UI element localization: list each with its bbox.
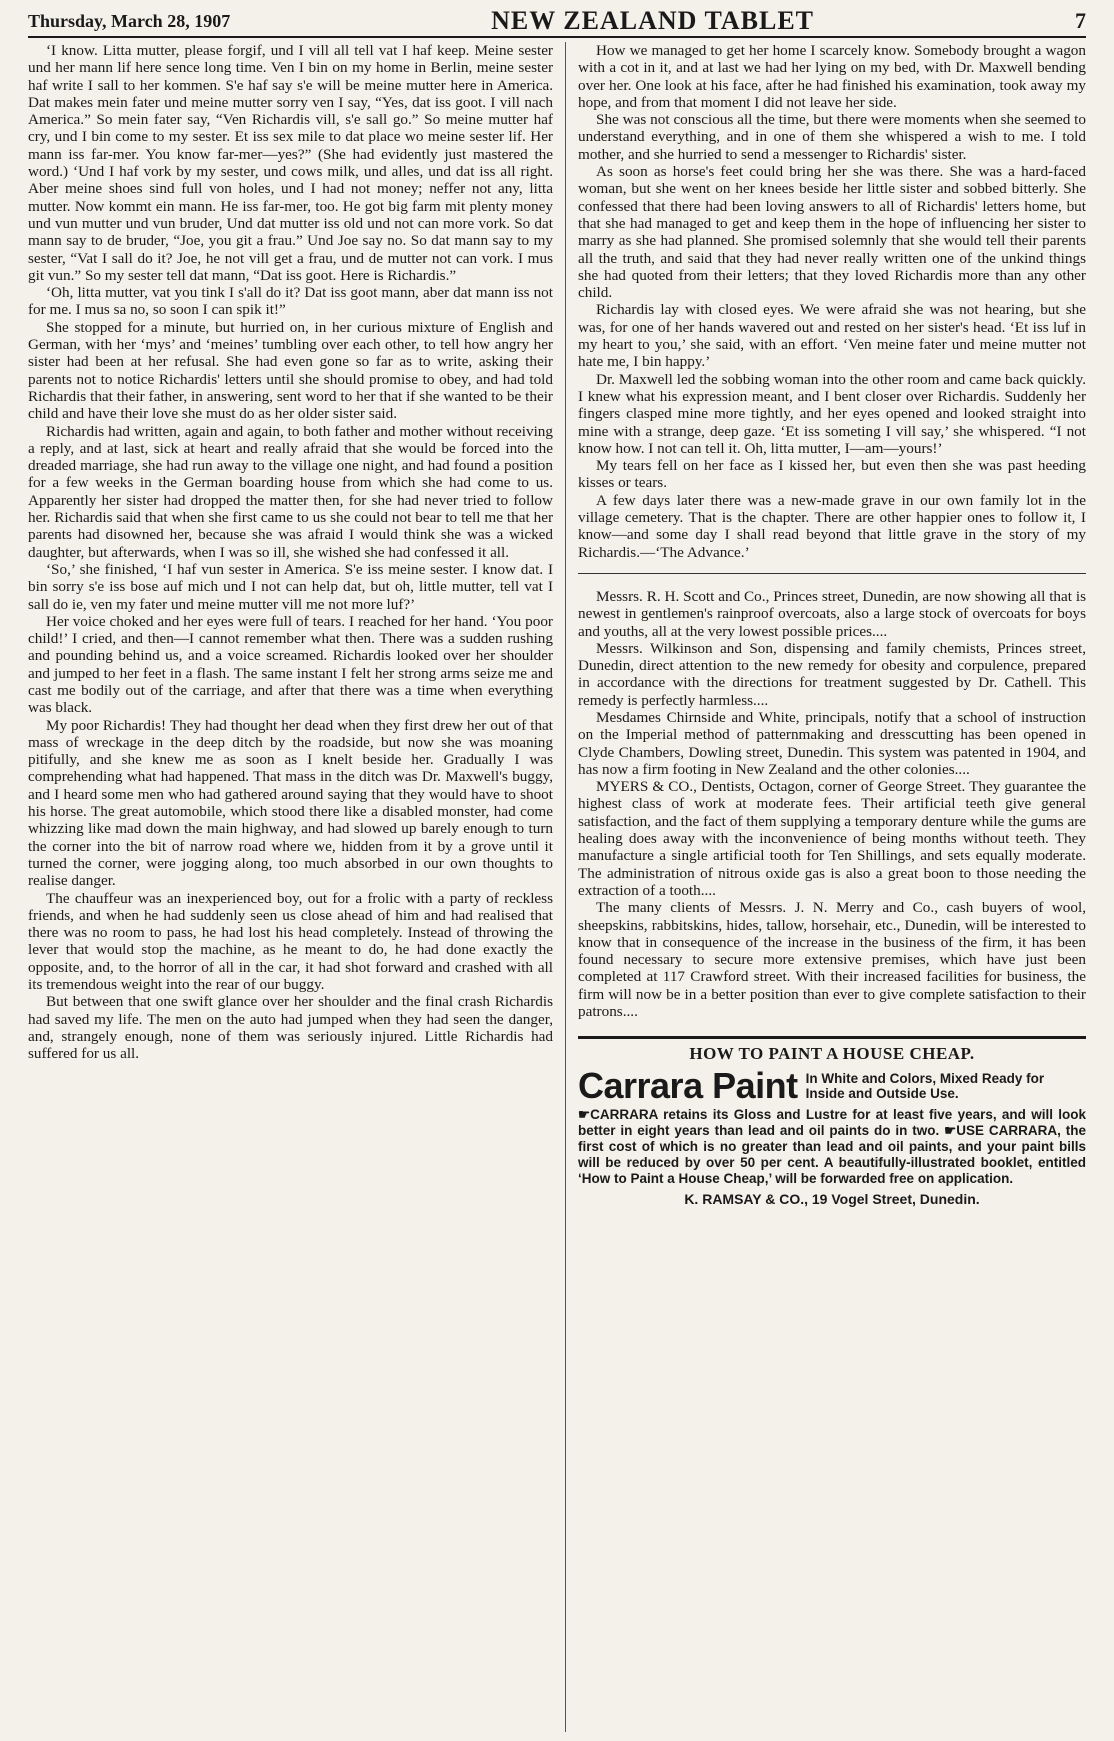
story-paragraph: Richardis had written, again and again, to both father and mother without receiving a reply, and at last, sick at heart and really afraid that she would be forced into the dreaded marriage, she had run away to the village one night, and had found a position for a few weeks in the German boarding house from which she had come to us. Apparently her sister had dropped the matter then, for she had never tried to follow her. Richardis said that when she first came to us she could not bear to tell me that her parents had disowned her, because she was afraid I would think she was a wicked daughter, but afterwards, when I was so ill, she wished she had confessed it all. [28,422,553,561]
story-paragraph: My poor Richardis! They had thought her dead when they first drew her out of that mass of wreckage in the deep ditch by the roadside, but now she was moaning pitifully, and she knew me as soon as I knelt beside her. Gradually I was comprehending what had happened. That mass in the ditch was Dr. Maxwell's buggy, and I heard some men who had gathered around saying that they would have to shoot his horse. The great automobile, which stood there like a disabled monster, had come whizzing like mad down the main highway, and had slowed up barely enough to turn the corner into the bit of narrow road where we, hidden from it by a grove until it turned the corner, were jogging along, too much absorbed in our own thoughts to realise danger. [28,716,553,890]
story-paragraph: The chauffeur was an inexperienced boy, out for a frolic with a party of reckless friends, and when he had suddenly seen us close ahead of him and had realised that there was no room to pass, he had lost his head completely. Instead of throwing the lever that would stop the machine, as he meant to do, he had done exactly the opposite, and, to the horror of all in the car, it had shot forward and crashed with all its tremendous weight into the rear of our buggy. [28,889,553,994]
column-divider [565,42,566,1732]
story-paragraph: ‘Oh, litta mutter, vat you tink I s'all do it? Dat iss goot mann, aber dat mann iss not for me. I mus sa no, so soon I can spik it!” [28,284,553,319]
story-paragraph: Her voice choked and her eyes were full of tears. I reached for her hand. ‘You poor child!’ I cried, and then—I cannot remember what then. There was a sudden rushing and pounding behind us, and a voice screamed. Richardis looked over her shoulder and jumped to her feet in a flash. The same instant I felt her strong arms seize me and cast me bodily out of the carriage, and after that there was a time when everything was black. [28,612,553,717]
advert-body: ☛CARRARA retains its Gloss and Lustre for at least five years, and will look better in eight years than lead and oil paints do in two. ☛USE CARRARA, the first cost of which is no greater than lead and oil paints, and your paint bills will be reduced by over 50 per cent. A beautifully-illustrated booklet, entitled ‘How to Paint a House Cheap,’ will be forwarded free on application. [578,1106,1086,1186]
notice-paragraph: Mesdames Chirnside and White, principals, notify that a school of instruction on the Imperial method of patternmaking and dresscutting has been opened in Clyde Chambers, Dowling street, Dunedin. This system was patented in 1904, and has now a firm footing in New Zealand and the other colonies.... [578,708,1086,778]
newspaper-title: NEW ZEALAND TABLET [491,6,815,35]
story-paragraph: She was not conscious all the time, but there were moments when she seemed to understand everything, and in one of them she whispered a wish to me. I told mother, and she hurried to send a messenger to Richardis' sister. [578,111,1086,163]
page-number: 7 [1074,8,1086,33]
story-paragraph: But between that one swift glance over her shoulder and the final crash Richardis had saved my life. The men on the auto had jumped when they had seen the danger, and, strangely enough, none of them was seriously injured. Little Richardis had suffered for us all. [28,993,553,1063]
left-column [28,42,553,1063]
advert-address: K. RAMSAY & CO., 19 Vogel Street, Dunedin. [684,1190,980,1207]
right-column [578,42,1086,1208]
story-paragraph: ‘I know. Litta mutter, please forgif, und I vill all tell vat I haf keep. Meine sester und her mann lif here sence long time. Ven I bin on my home in Berlin, meine sester haf write I sall to her kommen. S'e haf say s'e will be meine mutter here in America. Dat makes mein fater und meine mutter sorry ven I say, “Yes, dat iss goot. I vill nach America.” So mein fater say, “Ven Richardis vill, s'e sall go.” So meine mutter haf cry, und I bin come to my sester. Et iss sex mile to dat place wo meine sester lif. Her mann iss far-mer. You know far-mer—yes?” (She had evidently just mastered the word.) ‘Und I haf vork by my sester, und cows milk, und alles, und dat iss all right. Aber meine shoes sind full von holes, und I had not money; neffer not any, litta mutter. Now kommt ein mann. He iss far-mer, too. He got big farm mit plenty money und vun mutter und vun bruder, Und dat mutter iss old und not can more vork. So dat mann say to de bruder, “Joe, you git a frau.” Und Joe say no. So dat mann say to my sester, “Vat I sall do it? Joe, he not vill get a frau, und de mutter not can vork. I mus git vun.” So my sester tell dat mann, “Dat iss goot. Here is Richardis.” [28,42,553,284]
story-paragraph: A few days later there was a new-made grave in our own family lot in the village cemetery. That is the chapter. There are other happier ones to follow it, I know—and some day I shall read beyond that little grave in the story of my Richardis.—‘The Advance.’ [578,491,1086,561]
notice-paragraph: Messrs. Wilkinson and Son, dispensing and family chemists, Princes street, Dunedin, direct attention to the new remedy for obesity and corpulence, prepared in accordance with the directions for treatment suggested by Dr. Cathell. This remedy is perfectly harmless.... [578,639,1086,709]
carrara-paint-advert [578,1036,1086,1208]
story-paragraph: Richardis lay with closed eyes. We were afraid she was not hearing, but she was, for one of her hands wavered out and rested on her sister's head. ‘Et iss luf in my heart to you,’ she said, with an effort. ‘Ven meine fater und meine mutter not hate me, I bin happy.’ [578,301,1086,371]
notice-paragraph: MYERS & CO., Dentists, Octagon, corner of George Street. They guarantee the highest class of work at moderate fees. Their artificial teeth give general satisfaction, and the fact of them supplying a temporary denture while the gums are healing does away with the inconvenience of being months without teeth. They manufacture a single artificial tooth for Ten Shillings, and sets equally moderate. The administration of nitrous oxide gas is also a great boon to those needing the extraction of a tooth.... [578,778,1086,899]
advert-heading: HOW TO PAINT A HOUSE CHEAP. [689,1044,975,1064]
issue-date: Thursday, March 28, 1907 [28,10,231,31]
story-paragraph: She stopped for a minute, but hurried on, in her curious mixture of English and German, with her ‘mys’ and ‘meines’ tumbling over each other, to tell how angry her sister had been at her refusal. She had even gone so far as to write, asking their parents not to notice Richardis' letters until she should promise to obey, and had told Richardis that their father, in answering, sent word to her that if she wanted to be their child and have their love she must do as her older sister said. [28,318,553,423]
advert-brand: Carrara Paint [578,1064,798,1106]
story-paragraph: As soon as horse's feet could bring her she was there. She was a hard-faced woman, but she went on her knees beside her little sister and sobbed bitterly. She confessed that there had been loving answers to all of Richardis' letters home, but that she had managed to get and keep them in the hope of influencing her sister to marry as she had planned. She promised solemnly that she would tell their parents all the truth, and said that they had never really written one of the unkind things she had quoted from their letters; that they loved Richardis more than any other child. [578,163,1086,302]
story-paragraph: Dr. Maxwell led the sobbing woman into the other room and came back quickly. I knew what his expression meant, and I bent closer over Richardis. Suddenly her fingers clasped mine more tightly, and her eyes opened and looked straight into mine with a strange, deep gaze. ‘Et iss someting I vill say,’ she whispered. “I not know how. I not can tell it. Oh, litta mutter, I—am—yours!’ [578,370,1086,457]
section-rule [578,573,1086,574]
masthead [28,6,1086,38]
advert-top-row [578,1064,1086,1106]
notice-paragraph: Messrs. R. H. Scott and Co., Princes street, Dunedin, are now showing all that is newest in gentlemen's rainproof overcoats, also a large stock of overcoats for boys and youths, all at the very lowest possible prices.... [578,587,1086,640]
advert-tagline: In White and Colors, Mixed Ready for Inside and Outside Use. [805,1070,1045,1101]
notice-paragraph: The many clients of Messrs. J. N. Merry and Co., cash buyers of wool, sheepskins, rabbitskins, hides, tallow, horsehair, etc., Dunedin, will be interested to know that in consequence of the increase in the business of the firm, it has been found necessary to secure more extensive premises, which have just been completed at 117 Crawford street. With their increased facilities for business, the firm will now be in a better position than ever to give complete satisfaction to their patrons.... [578,899,1086,1021]
story-paragraph: ‘So,’ she finished, ‘I haf vun sester in America. S'e iss meine sester. I know dat. I bin sorry s'e iss bose auf mich und I not can help dat, but oh, little mutter, tell vat I sall do ie, ven my fater und meine mutter vill me not more luf?’ [28,560,553,613]
story-paragraph: How we managed to get her home I scarcely know. Somebody brought a wagon with a cot in it, and at last we had her lying on my bed, with Dr. Maxwell bending over her. One look at his face, after he had finished his examination, took away my hope, and from that moment I did not leave her side. [578,42,1086,111]
story-paragraph: My tears fell on her face as I kissed her, but even then she was past heeding kisses or tears. [578,457,1086,492]
